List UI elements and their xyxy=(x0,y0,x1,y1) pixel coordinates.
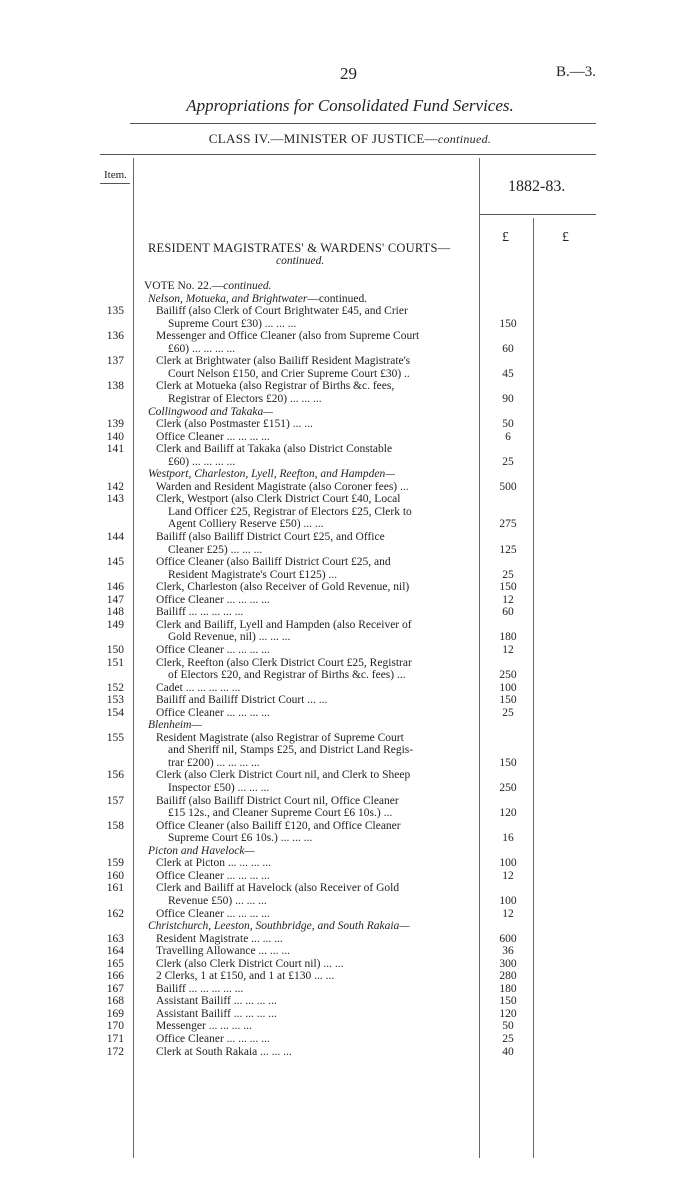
amount: 150 xyxy=(499,995,517,1008)
sub-heading: Collingwood and Takaka— xyxy=(148,405,274,418)
amount: 25 xyxy=(502,455,514,468)
item-number: 145 xyxy=(106,556,124,569)
amount: 150 xyxy=(499,756,517,769)
section-continued: continued. xyxy=(276,255,325,267)
item-description: Clerk at Brightwater (also Bailiff Resident Magistrate's xyxy=(156,355,411,368)
year-header-rule xyxy=(480,214,596,215)
description-continuation: Land Officer £25, Registrar of Electors £25, Clerk to xyxy=(168,505,412,518)
item-number: 142 xyxy=(106,480,124,493)
amount: 25 xyxy=(502,1033,514,1045)
description-continuation: Cleaner £25) ... ... ... xyxy=(168,543,263,556)
item-number: 146 xyxy=(106,581,124,594)
item-number: 157 xyxy=(106,794,124,807)
amount: 90 xyxy=(502,392,514,405)
description-continuation: Gold Revenue, nil) ... ... ... xyxy=(168,631,291,644)
description-continuation: £60) ... ... ... ... xyxy=(168,342,236,355)
item-number: 163 xyxy=(106,932,124,945)
item-number: 144 xyxy=(106,531,124,543)
item-description: Clerk (also Postmaster £151) ... ... xyxy=(156,418,313,431)
item-number: 135 xyxy=(106,305,124,318)
amount: 180 xyxy=(499,631,517,644)
currency-symbol: £ xyxy=(502,230,509,245)
amount: 125 xyxy=(499,543,517,556)
item-number: 172 xyxy=(106,1045,124,1058)
item-number: 147 xyxy=(106,593,124,606)
item-number: 148 xyxy=(106,606,124,619)
item-number: 169 xyxy=(106,1007,124,1020)
item-number: 139 xyxy=(106,418,124,431)
item-description: 2 Clerks, 1 at £150, and 1 at £130 ... ... xyxy=(156,970,335,983)
item-description: Messenger and Office Cleaner (also from Supreme Court xyxy=(156,330,420,343)
item-column-divider xyxy=(133,158,134,1158)
item-description: Clerk at Motueka (also Registrar of Births &c. fees, xyxy=(156,380,395,393)
amount: 12 xyxy=(502,643,514,656)
amount: 60 xyxy=(502,606,514,619)
amount-column-divider xyxy=(533,218,534,1158)
item-number: 140 xyxy=(106,430,124,443)
class-heading-suffix: continued. xyxy=(437,132,492,146)
amount: 60 xyxy=(502,342,514,355)
description-continuation: Agent Colliery Reserve £50) ... ... xyxy=(168,518,324,531)
item-number: 162 xyxy=(106,907,124,920)
amount: 36 xyxy=(502,945,514,958)
description-continuation: trar £200) ... ... ... ... xyxy=(168,756,260,769)
amount: 45 xyxy=(502,367,514,380)
item-number: 136 xyxy=(106,330,124,343)
class-heading-text: CLASS IV.—MINISTER OF JUSTICE— xyxy=(208,131,438,146)
item-description: Office Cleaner (also Bailiff District Court £25, and xyxy=(156,556,391,569)
title-rule xyxy=(130,123,596,124)
amount: 100 xyxy=(499,857,517,870)
amount: 120 xyxy=(499,1007,517,1020)
item-description: Resident Magistrate (also Registrar of Supreme Court xyxy=(156,731,404,744)
item-column-header: Item. xyxy=(104,169,127,181)
amount: 300 xyxy=(499,957,517,970)
amount: 6 xyxy=(505,430,511,443)
description-continuation: Supreme Court £30) ... ... ... xyxy=(168,317,297,330)
item-description: Clerk at South Rakaia ... ... ... xyxy=(156,1045,292,1058)
amount: 16 xyxy=(502,832,514,845)
sub-heading: Westport, Charleston, Lyell, Reefton, and Hampden— xyxy=(148,468,396,481)
description-continuation: Inspector £50) ... ... ... xyxy=(168,782,270,794)
amount: 250 xyxy=(499,669,517,682)
item-description: Office Cleaner ... ... ... ... xyxy=(156,869,270,882)
item-description: Bailiff (also Bailiff District Court £25, and Office xyxy=(156,531,385,543)
year-header: 1882-83. xyxy=(508,178,566,195)
item-number: 156 xyxy=(106,769,124,782)
item-description: Bailiff and Bailiff District Court ... ... xyxy=(156,694,328,707)
class-heading xyxy=(0,131,700,147)
amount: 12 xyxy=(502,869,514,882)
amount: 12 xyxy=(502,593,514,606)
item-number: 170 xyxy=(106,1020,124,1033)
item-description: Clerk (also Clerk District Court nil) ... ... xyxy=(156,957,344,970)
amount: 40 xyxy=(502,1045,514,1058)
sub-heading: Nelson, Motueka, and Brightwater—continued. xyxy=(148,292,368,305)
item-number: 152 xyxy=(106,681,124,694)
item-number: 143 xyxy=(106,493,124,506)
description-continuation: Revenue £50) ... ... ... xyxy=(168,894,267,907)
section-title: RESIDENT MAGISTRATES' & WARDENS' COURTS— xyxy=(148,241,451,255)
sub-heading: Picton and Havelock— xyxy=(148,844,255,857)
item-number: 153 xyxy=(106,694,124,707)
amount: 50 xyxy=(502,1020,514,1033)
item-description: Clerk and Bailiff, Lyell and Hampden (also Receiver of xyxy=(156,618,412,631)
page-title: Appropriations for Consolidated Fund Services. xyxy=(186,96,514,115)
item-description: Clerk at Picton ... ... ... ... xyxy=(156,857,271,870)
amount: 150 xyxy=(499,317,517,330)
description-continuation: Registrar of Electors £20) ... ... ... xyxy=(168,392,322,405)
item-description: Office Cleaner (also Bailiff £120, and Office Cleaner xyxy=(156,819,401,832)
description-continuation: Supreme Court £6 10s.) ... ... ... xyxy=(168,832,313,845)
item-description: Cadet ... ... ... ... ... xyxy=(156,681,241,694)
item-description: Clerk, Charleston (also Receiver of Gold Revenue, nil) xyxy=(156,581,410,594)
item-description: Travelling Allowance ... ... ... xyxy=(156,945,291,958)
description-continuation: of Electors £20, and Registrar of Births &c. fees) ... xyxy=(168,669,406,682)
table-top-rule xyxy=(100,154,596,155)
item-description: Messenger ... ... ... ... xyxy=(156,1020,252,1033)
item-number: 138 xyxy=(106,380,124,393)
item-description: Clerk and Bailiff at Takaka (also District Constable xyxy=(156,443,393,456)
item-number: 137 xyxy=(106,355,124,368)
page-number: 29 xyxy=(340,64,357,83)
description-continuation: and Sheriff nil, Stamps £25, and District Land Regis- xyxy=(168,744,414,757)
amount: 275 xyxy=(499,518,517,531)
sub-heading: VOTE No. 22.—continued. xyxy=(144,280,272,292)
item-number: 167 xyxy=(106,982,124,995)
sub-heading: Christchurch, Leeston, Southbridge, and South Rakaia— xyxy=(148,920,410,933)
item-number: 168 xyxy=(106,995,124,1008)
item-description: Clerk, Reefton (also Clerk District Court £25, Registrar xyxy=(156,656,412,669)
text-column-divider xyxy=(479,158,480,1158)
item-description: Assistant Bailiff ... ... ... ... xyxy=(156,995,277,1008)
amount: 600 xyxy=(499,932,517,945)
item-number: 166 xyxy=(106,970,124,983)
amount: 280 xyxy=(499,970,517,983)
item-number: 149 xyxy=(106,618,124,631)
item-description: Bailiff ... ... ... ... ... xyxy=(156,982,244,995)
item-number: 158 xyxy=(106,819,124,832)
item-description: Office Cleaner ... ... ... ... xyxy=(156,643,270,656)
item-description: Office Cleaner ... ... ... ... xyxy=(156,907,270,920)
item-number: 151 xyxy=(106,656,124,669)
document-reference: B.—3. xyxy=(556,64,597,80)
amount: 150 xyxy=(499,694,517,707)
item-description: Office Cleaner ... ... ... ... xyxy=(156,706,270,719)
item-description: Office Cleaner ... ... ... ... xyxy=(156,430,270,443)
item-description: Clerk (also Clerk District Court nil, and Clerk to Sheep xyxy=(156,769,411,782)
item-description: Clerk, Westport (also Clerk District Court £40, Local xyxy=(156,493,401,506)
item-description: Resident Magistrate ... ... ... xyxy=(156,932,283,945)
item-number: 161 xyxy=(106,882,124,895)
item-description: Assistant Bailiff ... ... ... ... xyxy=(156,1007,277,1020)
item-number: 159 xyxy=(106,857,124,870)
item-description: Office Cleaner ... ... ... ... xyxy=(156,593,270,606)
amount: 100 xyxy=(499,681,517,694)
amount: 100 xyxy=(499,894,517,907)
amount: 25 xyxy=(502,706,514,719)
amount: 25 xyxy=(502,568,514,581)
description-continuation: Court Nelson £150, and Crier Supreme Court £30) .. xyxy=(168,367,410,380)
description-continuation: Resident Magistrate's Court £125) ... xyxy=(168,568,338,581)
item-header-rule xyxy=(100,183,130,184)
item-description: Clerk and Bailiff at Havelock (also Receiver of Gold xyxy=(156,882,400,895)
item-number: 165 xyxy=(106,957,124,970)
currency-symbol: £ xyxy=(562,230,569,245)
item-number: 171 xyxy=(106,1033,124,1045)
amount: 50 xyxy=(502,418,514,431)
sub-heading: Blenheim— xyxy=(148,719,202,732)
amount: 250 xyxy=(499,782,517,794)
item-number: 150 xyxy=(106,643,124,656)
amount: 150 xyxy=(499,581,517,594)
item-description: Bailiff (also Clerk of Court Brightwater £45, and Crier xyxy=(156,305,408,318)
item-number: 164 xyxy=(106,945,124,958)
item-number: 141 xyxy=(106,443,124,456)
item-description: Bailiff ... ... ... ... ... xyxy=(156,606,244,619)
amount: 180 xyxy=(499,982,517,995)
item-number: 155 xyxy=(106,731,124,744)
description-continuation: £60) ... ... ... ... xyxy=(168,455,236,468)
item-description: Bailiff (also Bailiff District Court nil, Office Cleaner xyxy=(156,794,399,807)
item-description: Office Cleaner ... ... ... ... xyxy=(156,1033,270,1045)
amount: 500 xyxy=(499,480,517,493)
item-number: 154 xyxy=(106,706,124,719)
amount: 120 xyxy=(499,807,517,820)
item-description: Warden and Resident Magistrate (also Coroner fees) ... xyxy=(156,480,409,493)
amount: 12 xyxy=(502,907,514,920)
item-number: 160 xyxy=(106,869,124,882)
description-continuation: £15 12s., and Cleaner Supreme Court £6 10s.) ... xyxy=(168,807,393,820)
